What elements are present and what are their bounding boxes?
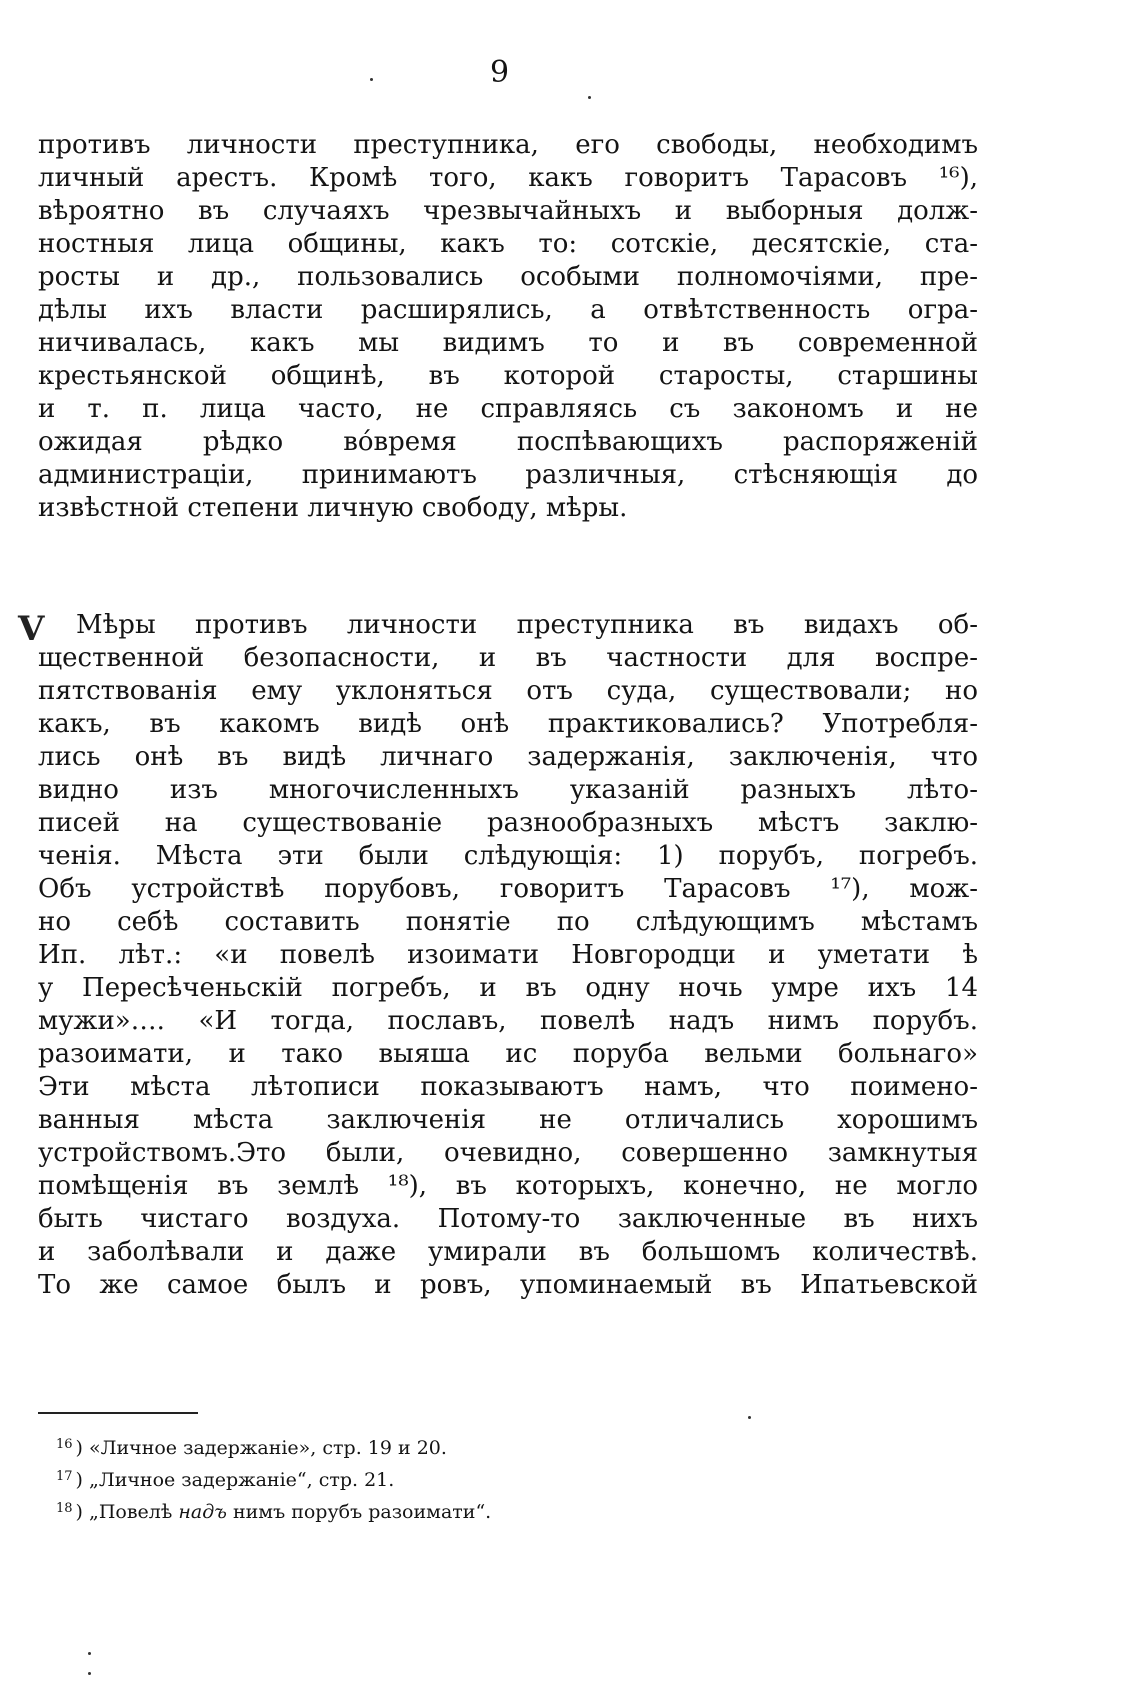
footnote-divider — [38, 1412, 198, 1414]
text-line: личный арестъ. Кромѣ того, какъ говоритъ Тарасовъ ¹⁶), — [38, 163, 978, 193]
text-line: Мѣры противъ личности преступника въ видахъ об- — [76, 610, 978, 640]
print-speck — [588, 96, 591, 99]
text-line: быть чистаго воздуха. Потому-то заключенные въ нихъ — [38, 1204, 978, 1234]
print-speck — [748, 1416, 751, 1419]
text-line: лись онѣ въ видѣ личнаго задержанія, заключенія, что — [38, 742, 978, 772]
text-line: и т. п. лица часто, не справляясь съ закономъ и не — [38, 394, 978, 424]
text-line: вѣроятно въ случаяхъ чрезвычайныхъ и выборныя долж- — [38, 196, 978, 226]
footnote: $^{16}$ ) «Личное задержаніе», стр. 19 и 20. — [56, 1437, 447, 1459]
text-line: устройствомъ.Это были, очевидно, совершенно замкнутыя — [38, 1138, 978, 1168]
footnote: $^{18}$ ) „Повелѣ надъ нимъ порубъ разоимати“. — [56, 1501, 492, 1523]
footnote-number: 16 — [56, 1437, 73, 1452]
text-line: дѣлы ихъ власти расширялись, а отвѣтственность огра- — [38, 295, 978, 325]
text-line: администраціи, принимаютъ различныя, стѣсняющія до — [38, 460, 978, 490]
print-speck — [88, 1652, 91, 1655]
text-line: росты и др., пользовались особыми полномочіями, пре- — [38, 262, 978, 292]
footnote-text: «Личное задержаніе», стр. 19 и 20. — [89, 1437, 447, 1459]
text-line: и заболѣвали и даже умирали въ большомъ количествѣ. — [38, 1237, 978, 1267]
page-number: 9 — [490, 55, 510, 90]
text-line: Объ устройствѣ порубовъ, говоритъ Тарасовъ ¹⁷), мож- — [38, 874, 978, 904]
text-line: Ип. лѣт.: «и повелѣ изоимати Новгородци и уметати ѣ — [38, 940, 978, 970]
text-line: щественной безопасности, и въ частности для воспре- — [38, 643, 978, 673]
text-line: извѣстной степени личную свободу, мѣры. — [38, 493, 628, 523]
footnote-text: нимъ порубъ разоимати“. — [226, 1501, 492, 1523]
footnote-number: 17 — [56, 1469, 73, 1484]
text-line: пятствованія ему уклоняться отъ суда, существовали; но — [38, 676, 978, 706]
text-line: крестьянской общинѣ, въ которой старосты, старшины — [38, 361, 978, 391]
text-line: но себѣ составить понятіе по слѣдующимъ мѣстамъ — [38, 907, 978, 937]
margin-annotation: V — [18, 609, 45, 649]
text-line: мужи»…. «И тогда, пославъ, повелѣ надъ нимъ порубъ. — [38, 1006, 978, 1036]
print-speck — [88, 1672, 91, 1675]
footnote-italic-text: надъ — [178, 1501, 227, 1523]
text-line: То же самое былъ и ровъ, упоминаемый въ Ипатьевской — [38, 1270, 978, 1300]
text-line: ничивалась, какъ мы видимъ то и въ современной — [38, 328, 978, 358]
text-line: Эти мѣста лѣтописи показываютъ намъ, что поимено- — [38, 1072, 978, 1102]
text-line: у Пересѣченьскій погребъ, и въ одну ночь умре ихъ 14 — [38, 973, 978, 1003]
text-line: ожидая рѣдко вóвремя поспѣвающихъ распоряженій — [38, 427, 978, 457]
text-line: ченія. Мѣста эти были слѣдующія: 1) порубъ, погребъ. — [38, 841, 978, 871]
text-line: противъ личности преступника, его свободы, необходимъ — [38, 130, 978, 160]
footnote-number: 18 — [56, 1501, 73, 1516]
text-line: видно изъ многочисленныхъ указаній разныхъ лѣто- — [38, 775, 978, 805]
footnote-text: „Повелѣ — [89, 1501, 179, 1523]
text-line: ностныя лица общины, какъ то: сотскіе, десятскіе, ста- — [38, 229, 978, 259]
footnote: $^{17}$ ) „Личное задержаніе“, стр. 21. — [56, 1469, 395, 1491]
text-line: разоимати, и тако выяша ис поруба вельми больнаго» — [38, 1039, 978, 1069]
text-line: какъ, въ какомъ видѣ онѣ практиковались? Употребля- — [38, 709, 978, 739]
print-speck — [370, 78, 373, 81]
text-line: ванныя мѣста заключенія не отличались хорошимъ — [38, 1105, 978, 1135]
text-line: помѣщенія въ землѣ ¹⁸), въ которыхъ, конечно, не могло — [38, 1171, 978, 1201]
footnote-text: „Личное задержаніе“, стр. 21. — [89, 1469, 395, 1491]
text-line: писей на существованіе разнообразныхъ мѣстъ заклю- — [38, 808, 978, 838]
